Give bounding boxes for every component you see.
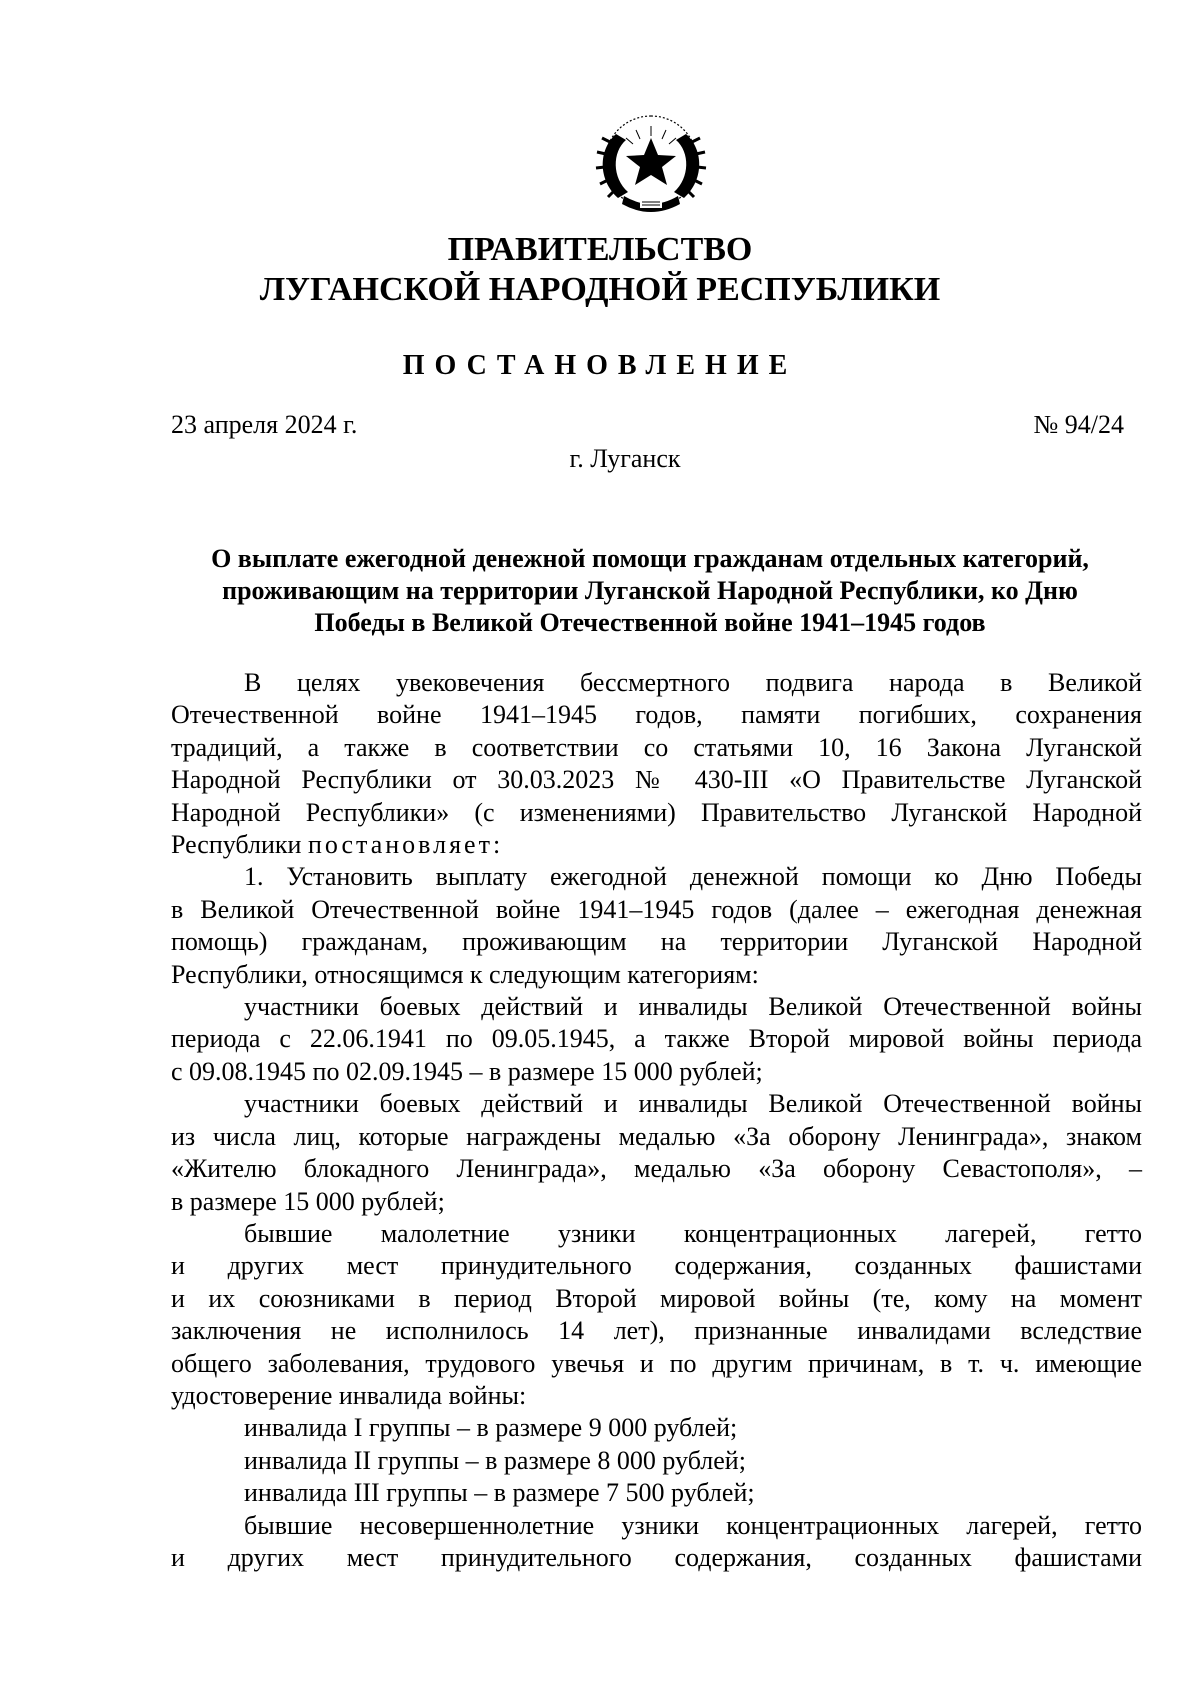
text-line: заключения не исполнилось 14 лет), признанные инвалидами вследствие: [171, 1316, 1142, 1346]
text-line: удостоверение инвалида войны:: [171, 1380, 527, 1410]
group-1-line: инвалида I группы – в размере 9 000 рублей;: [244, 1413, 738, 1443]
document-body: [171, 667, 1142, 1574]
text-line: Республики, относящимся к следующим категориям:: [171, 959, 759, 989]
text-line: Отечественной войне 1941–1945 годов, памяти погибших, сохранения: [171, 700, 1142, 730]
document-city: г. Луганск: [569, 444, 681, 473]
category-1-paragraph: [171, 991, 1142, 1088]
text-line: и других мест принудительного содержания, созданных фашистами: [171, 1542, 1142, 1572]
text-line: с 09.08.1945 по 02.09.1945 – в размере 15 000 рублей;: [171, 1056, 763, 1086]
text-line: Народной Республики от 30.03.2023 № 430-III «О Правительстве Луганской: [171, 765, 1142, 795]
coat-of-arms-icon: [588, 112, 714, 220]
text-line: участники боевых действий и инвалиды Великой Отечественной войны: [244, 992, 1142, 1022]
item-1-paragraph: [171, 861, 1142, 991]
text-line: общего заболевания, трудового увечья и по другим причинам, в т. ч. имеющие: [171, 1348, 1142, 1378]
preamble-paragraph: [171, 667, 1142, 861]
text-line: участники боевых действий и инвалиды Великой Отечественной войны: [244, 1089, 1142, 1119]
text-line: бывшие малолетние узники концентрационных лагерей, гетто: [244, 1218, 1142, 1248]
category-2-paragraph: [171, 1088, 1142, 1218]
subject-line: О выплате ежегодной денежной помощи гражданам отдельных категорий,: [211, 544, 1089, 573]
category-3-paragraph: [171, 1218, 1142, 1412]
text-line: и их союзниками в период Второй мировой войны (те, кому на момент: [171, 1283, 1142, 1313]
text-line: Народной Республики» (с изменениями) Правительство Луганской Народной: [171, 797, 1142, 827]
text-line: традиций, а также в соответствии со статьями 10, 16 Закона Луганской: [171, 732, 1142, 762]
text-line: и других мест принудительного содержания, созданных фашистами: [171, 1251, 1142, 1281]
text-line: бывшие несовершеннолетние узники концентрационных лагерей, гетто: [244, 1510, 1142, 1540]
text-fragment: Республики: [171, 830, 308, 860]
subject-line: Победы в Великой Отечественной войне 1941–1945 годов: [314, 608, 986, 637]
group-3-line: инвалида III группы – в размере 7 500 рублей;: [244, 1478, 755, 1508]
text-line: В целях увековечения бессмертного подвига народа в Великой: [244, 668, 1142, 697]
text-line: «Жителю блокадного Ленинграда», медалью «За оборону Севастополя», –: [171, 1154, 1142, 1184]
text-line: [171, 829, 1142, 861]
text-line: из числа лиц, которые награждены медалью «За оборону Ленинграда», знаком: [171, 1121, 1142, 1151]
resolves-word: постановляет:: [307, 830, 504, 860]
org-title-line-1: ПРАВИТЕЛЬСТВО: [447, 231, 753, 268]
text-line: в Великой Отечественной войне 1941–1945 годов (далее – ежегодная денежная: [171, 894, 1142, 924]
text-line: в размере 15 000 рублей;: [171, 1186, 445, 1216]
document-date: 23 апреля 2024 г.: [171, 410, 358, 439]
org-title-line-2: ЛУГАНСКОЙ НАРОДНОЙ РЕСПУБЛИКИ: [259, 271, 941, 308]
document-subject: [160, 543, 1140, 639]
text-line: помощь) гражданам, проживающим на территории Луганской Народной: [171, 927, 1142, 957]
subject-line: проживающим на территории Луганской Народной Республики, ко Дню: [222, 576, 1078, 605]
category-4-paragraph: [171, 1510, 1142, 1575]
document-number: № 94/24: [1033, 410, 1124, 439]
document-type: ПОСТАНОВЛЕНИЕ: [402, 350, 798, 381]
text-line: 1. Установить выплату ежегодной денежной помощи ко Дню Победы: [244, 862, 1142, 892]
text-line: периода с 22.06.1941 по 09.05.1945, а также Второй мировой войны периода: [171, 1024, 1142, 1054]
group-2-line: инвалида II группы – в размере 8 000 рублей;: [244, 1445, 746, 1475]
